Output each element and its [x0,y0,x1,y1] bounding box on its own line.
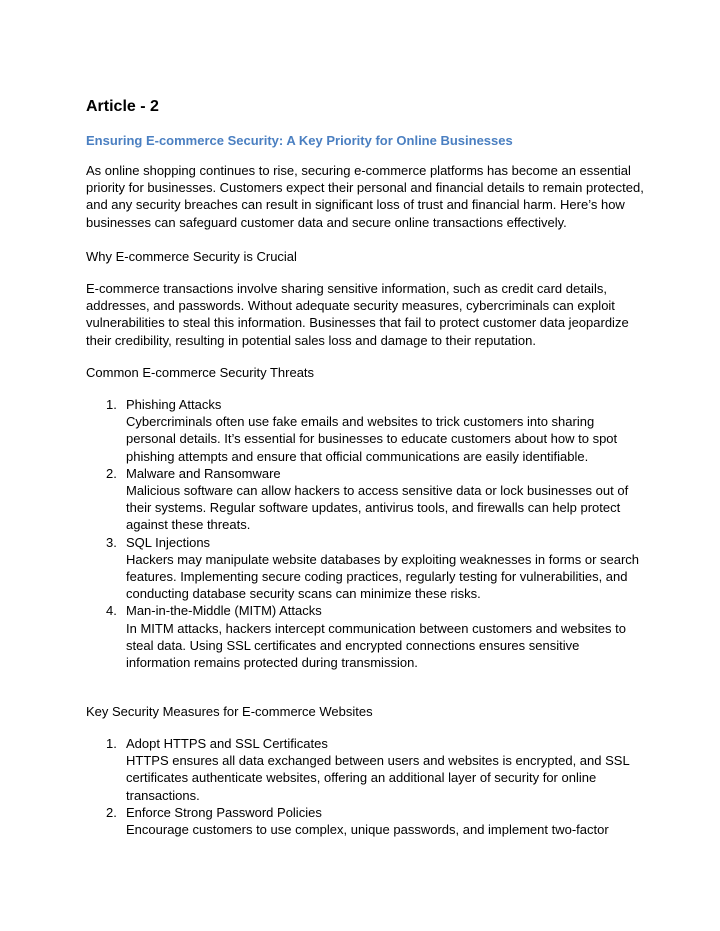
article-title: Article - 2 [86,98,159,115]
measures-heading: Key Security Measures for E-commerce Websites [86,704,373,719]
measures-list [86,735,646,838]
measure-title: Enforce Strong Password Policies [126,804,322,820]
threat-title: Phishing Attacks [126,397,222,412]
threat-title: SQL Injections [126,534,211,550]
measure-title: Adopt HTTPS and SSL Certificates [126,736,328,751]
measure-description: Encourage customers to use complex, unique passwords, and implement two-factor [126,822,609,838]
threat-item-mitm [86,602,646,671]
threat-title: Man-in-the-Middle (MITM) Attacks [126,603,322,619]
why-paragraph: E-commerce transactions involve sharing sensitive information, such as credit card details, addresses, and passwords. Without adequate security measures, cybercriminals can exploit vulnerabilities to steal this information. Businesses that fail to protect customer data jeopardize their credibility, resulting in potential sales loss and damage to their reputation. [86,281,629,348]
threat-description: Cybercriminals often use fake emails and websites to trick customers into sharing personal details. It’s essential for businesses to educate customers about how to spot phishing attempts and ensure that official communications are easily identifiable. [126,414,618,464]
list-number: 3. [106,534,117,550]
list-number: 1. [106,736,117,751]
measure-description: HTTPS ensures all data exchanged between users and websites is encrypted, and SSL certificates authenticate websites, offering an additional layer of security for online transactions. [126,753,630,803]
list-number: 2. [106,465,117,481]
measure-item-passwords [86,804,646,838]
threat-description: In MITM attacks, hackers intercept communication between customers and websites to steal data. Using SSL certificates and encrypted connections ensures sensitive information remains protected during transmission. [126,620,626,671]
threat-description: Malicious software can allow hackers to access sensitive data or lock businesses out of their systems. Regular software updates, antivirus tools, and firewalls can help protect against these threats. [126,483,629,533]
threat-item-malware [86,465,646,534]
threats-list [86,396,646,671]
list-number: 1. [106,397,117,412]
intro-paragraph: As online shopping continues to rise, securing e-commerce platforms has become an essential priority for businesses. Customers expect their personal and financial details to remain protected, and any security breaches can result in significant loss of trust and financial harm. Here’s how businesses can safeguard customer data and secure online transactions effectively. [86,163,644,230]
threat-item-phishing [86,396,646,465]
measure-item-https [86,735,646,804]
article-subtitle: Ensuring E-commerce Security: A Key Priority for Online Businesses [86,133,513,148]
threat-description: Hackers may manipulate website databases by exploiting weaknesses in forms or search features. Implementing secure coding practices, regularly testing for vulnerabilities, and conducting database security scans can minimize these risks. [126,551,640,602]
threat-item-sql-injection [86,534,646,603]
threat-title: Malware and Ransomware [126,465,281,481]
threats-heading: Common E-commerce Security Threats [86,365,315,380]
why-heading: Why E-commerce Security is Crucial [86,249,297,264]
list-number: 2. [106,804,117,820]
list-number: 4. [106,603,117,619]
